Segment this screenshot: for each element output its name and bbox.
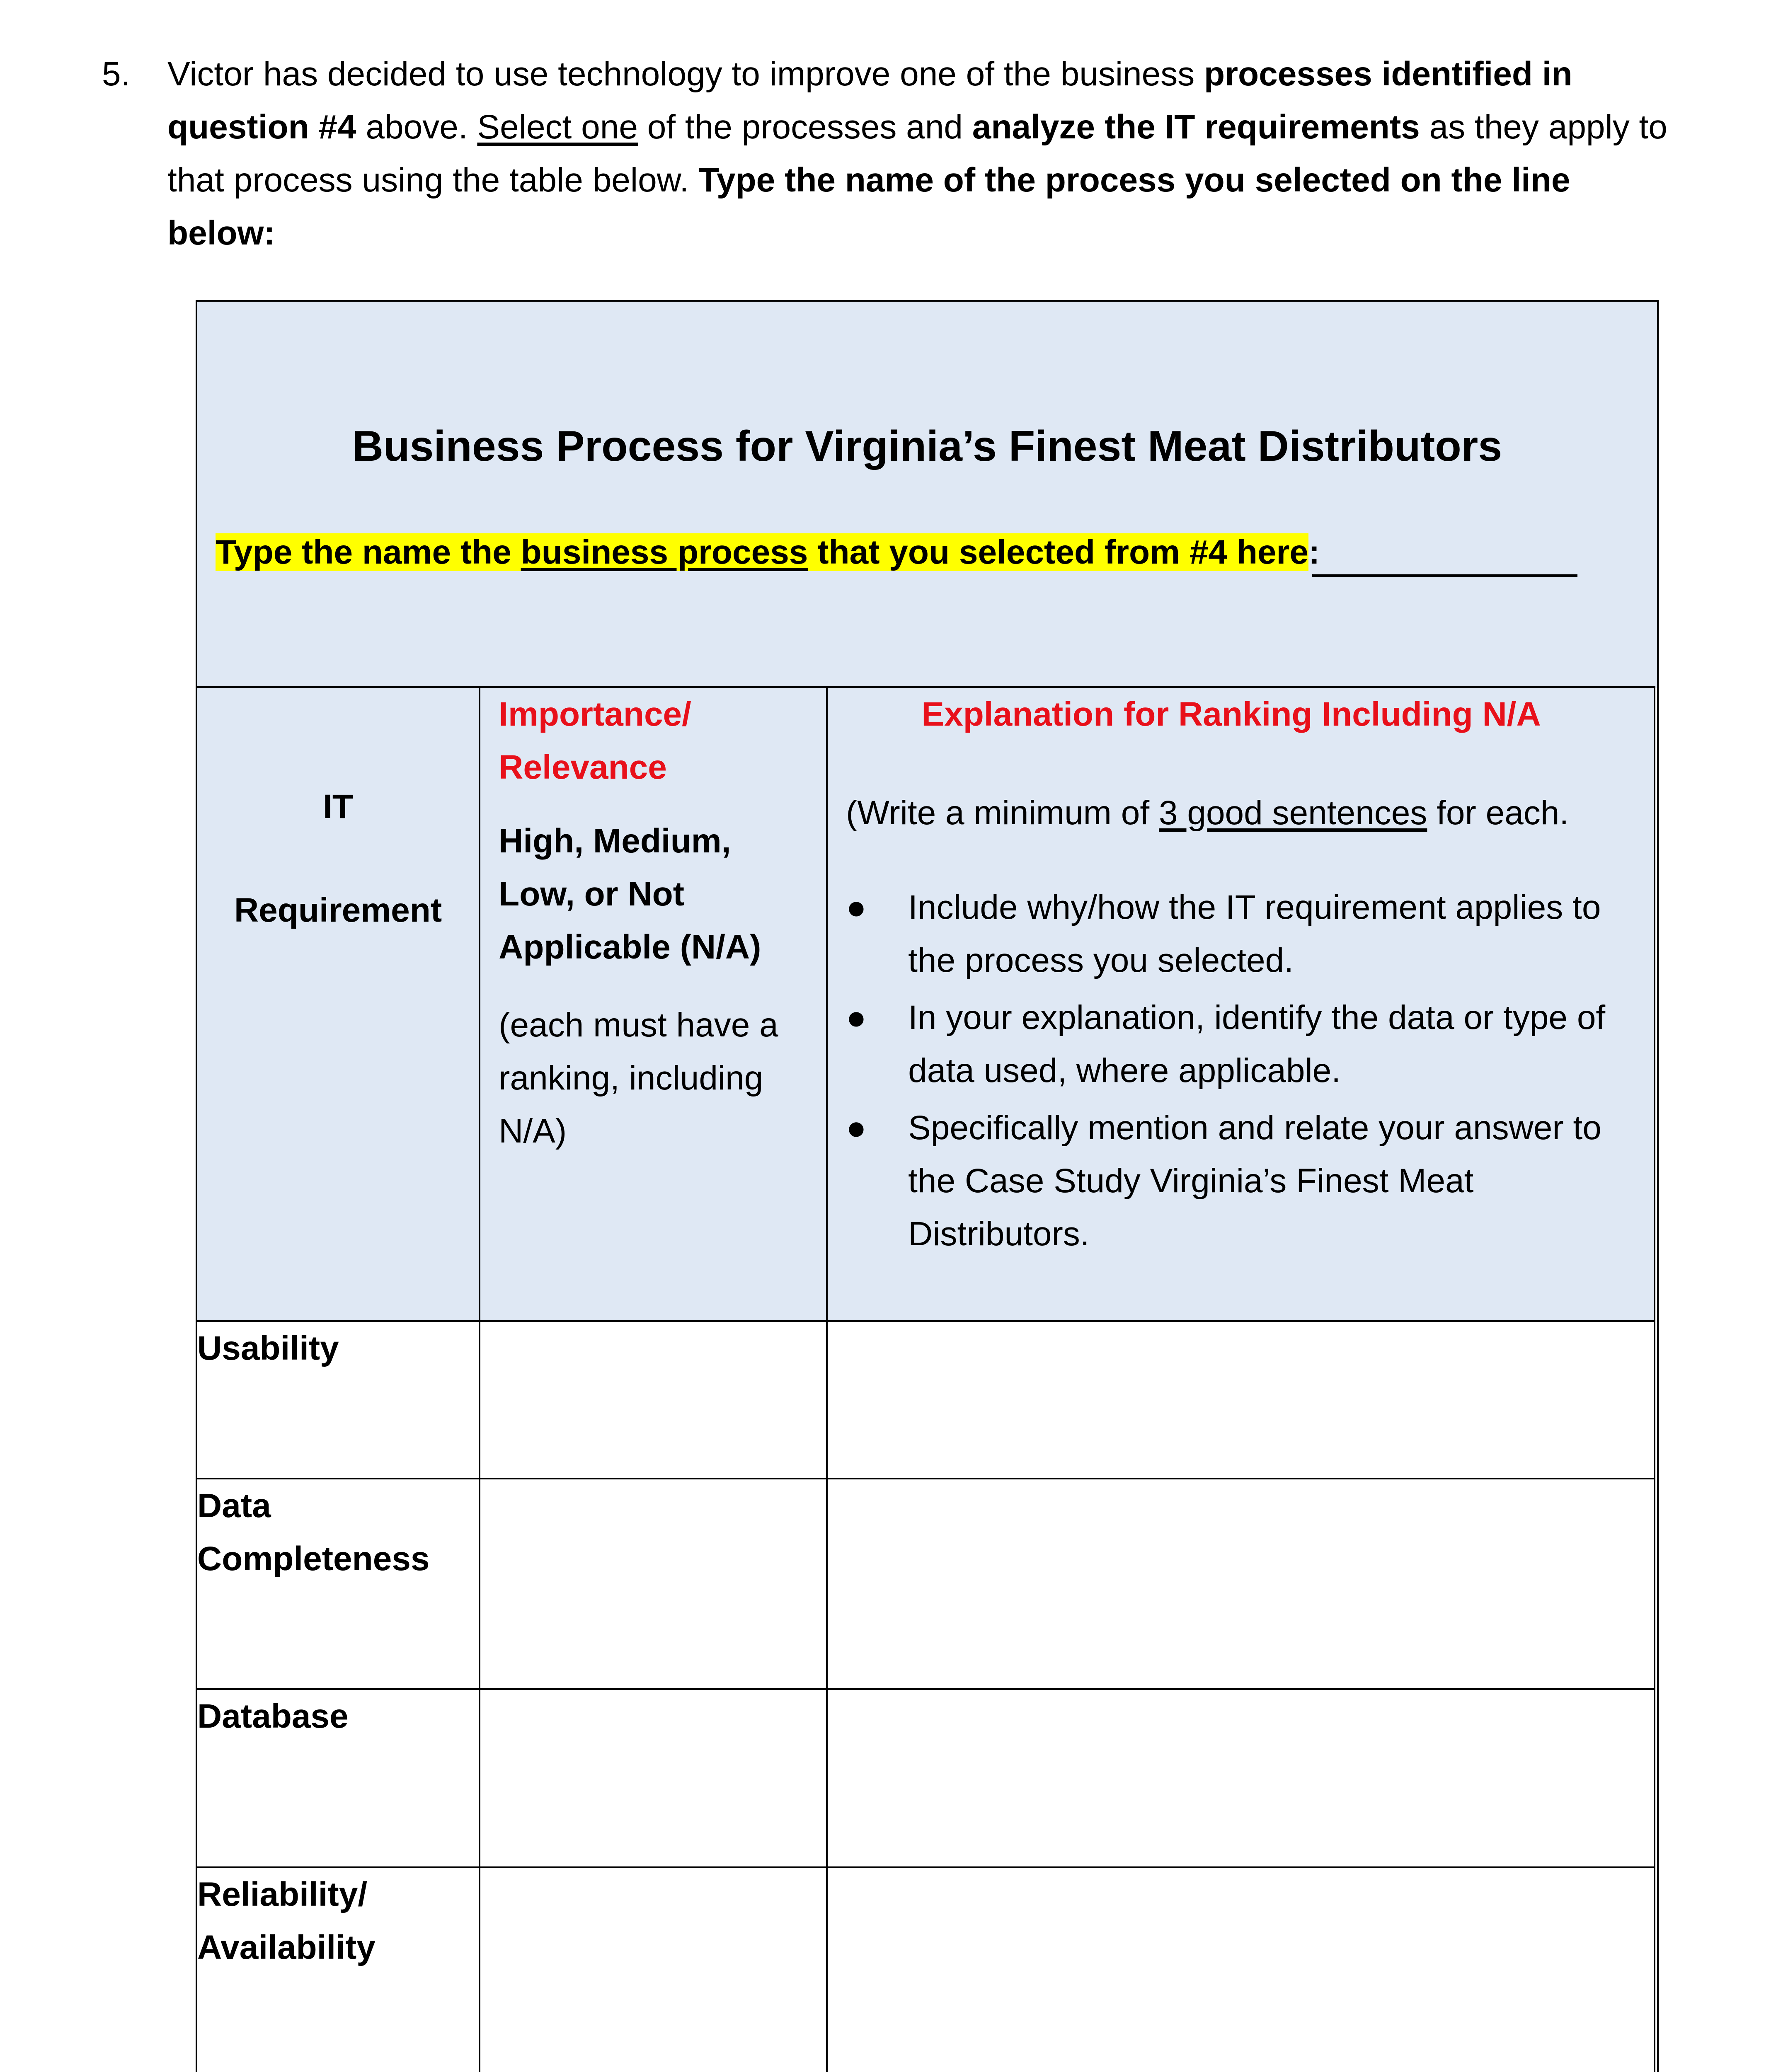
- table-row: [196, 1867, 1655, 2072]
- row-label-database: [196, 1689, 480, 1867]
- process-name-input-line[interactable]: [1312, 574, 1577, 577]
- importance-title: Relevance: [499, 748, 667, 786]
- question-text-bold: Type the name of the process you selected on the line below:: [167, 161, 1570, 252]
- header-col1-line: Requirement: [234, 891, 442, 929]
- process-name-prompt: [216, 530, 1320, 575]
- table-header-band: [197, 302, 1657, 688]
- question-text-bold: processes identified in question #4: [167, 55, 1572, 146]
- requirements-table: [196, 300, 1659, 2072]
- bullet-icon: ●: [846, 888, 867, 926]
- prompt-highlight: [216, 533, 1308, 571]
- bullet-item: [846, 991, 1641, 1097]
- importance-options: Low, or Not: [499, 875, 685, 913]
- question-text-part: of the processes and: [637, 108, 972, 146]
- prompt-colon: :: [1308, 533, 1320, 571]
- importance-cell[interactable]: [480, 1321, 827, 1479]
- explanation-bullets: [846, 881, 1641, 1261]
- row-label-text: Database: [197, 1697, 349, 1735]
- row-label-text: Reliability/: [197, 1876, 368, 1913]
- bullet-item: [846, 881, 1641, 987]
- importance-note: ranking, including: [499, 1059, 763, 1097]
- importance-cell[interactable]: [480, 1479, 827, 1689]
- question-text-part: Victor has decided to use technology to improve one of the business: [167, 55, 1204, 93]
- it-requirement-label: [197, 688, 479, 1320]
- requirements-grid: [196, 686, 1655, 2072]
- header-explanation: [827, 687, 1655, 1321]
- importance-cell[interactable]: [480, 1867, 827, 2072]
- importance-title: Importance/: [499, 695, 691, 733]
- explanation-header-content: [828, 688, 1654, 1261]
- bullet-text: Include why/how the IT requirement applies to the process you selected.: [908, 888, 1601, 979]
- bullet-text: In your explanation, identify the data or type of data used, where applicable.: [908, 999, 1606, 1089]
- importance-options: Applicable (N/A): [499, 928, 761, 966]
- explanation-cell[interactable]: [827, 1479, 1655, 1689]
- bullet-text: Specifically mention and relate your answer to the Case Study Virginia’s Finest Meat Distributors.: [908, 1109, 1601, 1253]
- row-label-usability: [196, 1321, 480, 1479]
- importance-cell[interactable]: [480, 1689, 827, 1867]
- question-number: 5.: [102, 55, 131, 93]
- importance-note: (each must have a: [499, 1006, 778, 1044]
- explanation-intro-text: for each.: [1427, 794, 1569, 832]
- bullet-icon: ●: [846, 1109, 867, 1147]
- explanation-cell[interactable]: [827, 1321, 1655, 1479]
- row-label-text: Availability: [197, 1929, 376, 1966]
- question-text-part: as they apply to that process using the table below.: [167, 108, 1667, 199]
- row-label-text: Completeness: [197, 1540, 430, 1578]
- question-text: [167, 48, 1676, 260]
- explanation-intro-text: (Write a minimum of: [846, 794, 1159, 832]
- table-row: [196, 1689, 1655, 1867]
- explanation-intro-underline: 3 good sentences: [1158, 794, 1427, 832]
- importance-note: N/A): [499, 1112, 567, 1150]
- question-text-bold: analyze the IT requirements: [972, 108, 1420, 146]
- prompt-text: that you selected from #4 here: [808, 533, 1309, 571]
- row-label-text: Usability: [197, 1329, 339, 1367]
- prompt-text: Type the name the: [216, 533, 521, 571]
- bullet-item: [846, 1101, 1641, 1261]
- table-row: [196, 1321, 1655, 1479]
- row-label-text: Data: [197, 1487, 271, 1525]
- header-importance: [480, 687, 827, 1321]
- importance-options: High, Medium,: [499, 822, 731, 860]
- table-title: Business Process for Virginia’s Finest Meat Distributors: [352, 422, 1502, 470]
- header-it-requirement: [196, 687, 480, 1321]
- table-header-row: [196, 687, 1655, 1321]
- row-label-data-completeness: [196, 1479, 480, 1689]
- header-col1-line: IT: [323, 788, 354, 825]
- explanation-cell[interactable]: [827, 1689, 1655, 1867]
- bullet-icon: ●: [846, 999, 867, 1036]
- explanation-intro: [846, 787, 1641, 840]
- explanation-cell[interactable]: [827, 1867, 1655, 2072]
- table-row: [196, 1479, 1655, 1689]
- explanation-title: Explanation for Ranking Including N/A: [921, 695, 1541, 733]
- prompt-underline: business process: [521, 533, 808, 571]
- question-text-underline: Select one: [477, 108, 638, 146]
- row-label-reliability-availability: [196, 1867, 480, 2072]
- importance-header-content: [480, 688, 826, 1158]
- question-text-part: above.: [356, 108, 477, 146]
